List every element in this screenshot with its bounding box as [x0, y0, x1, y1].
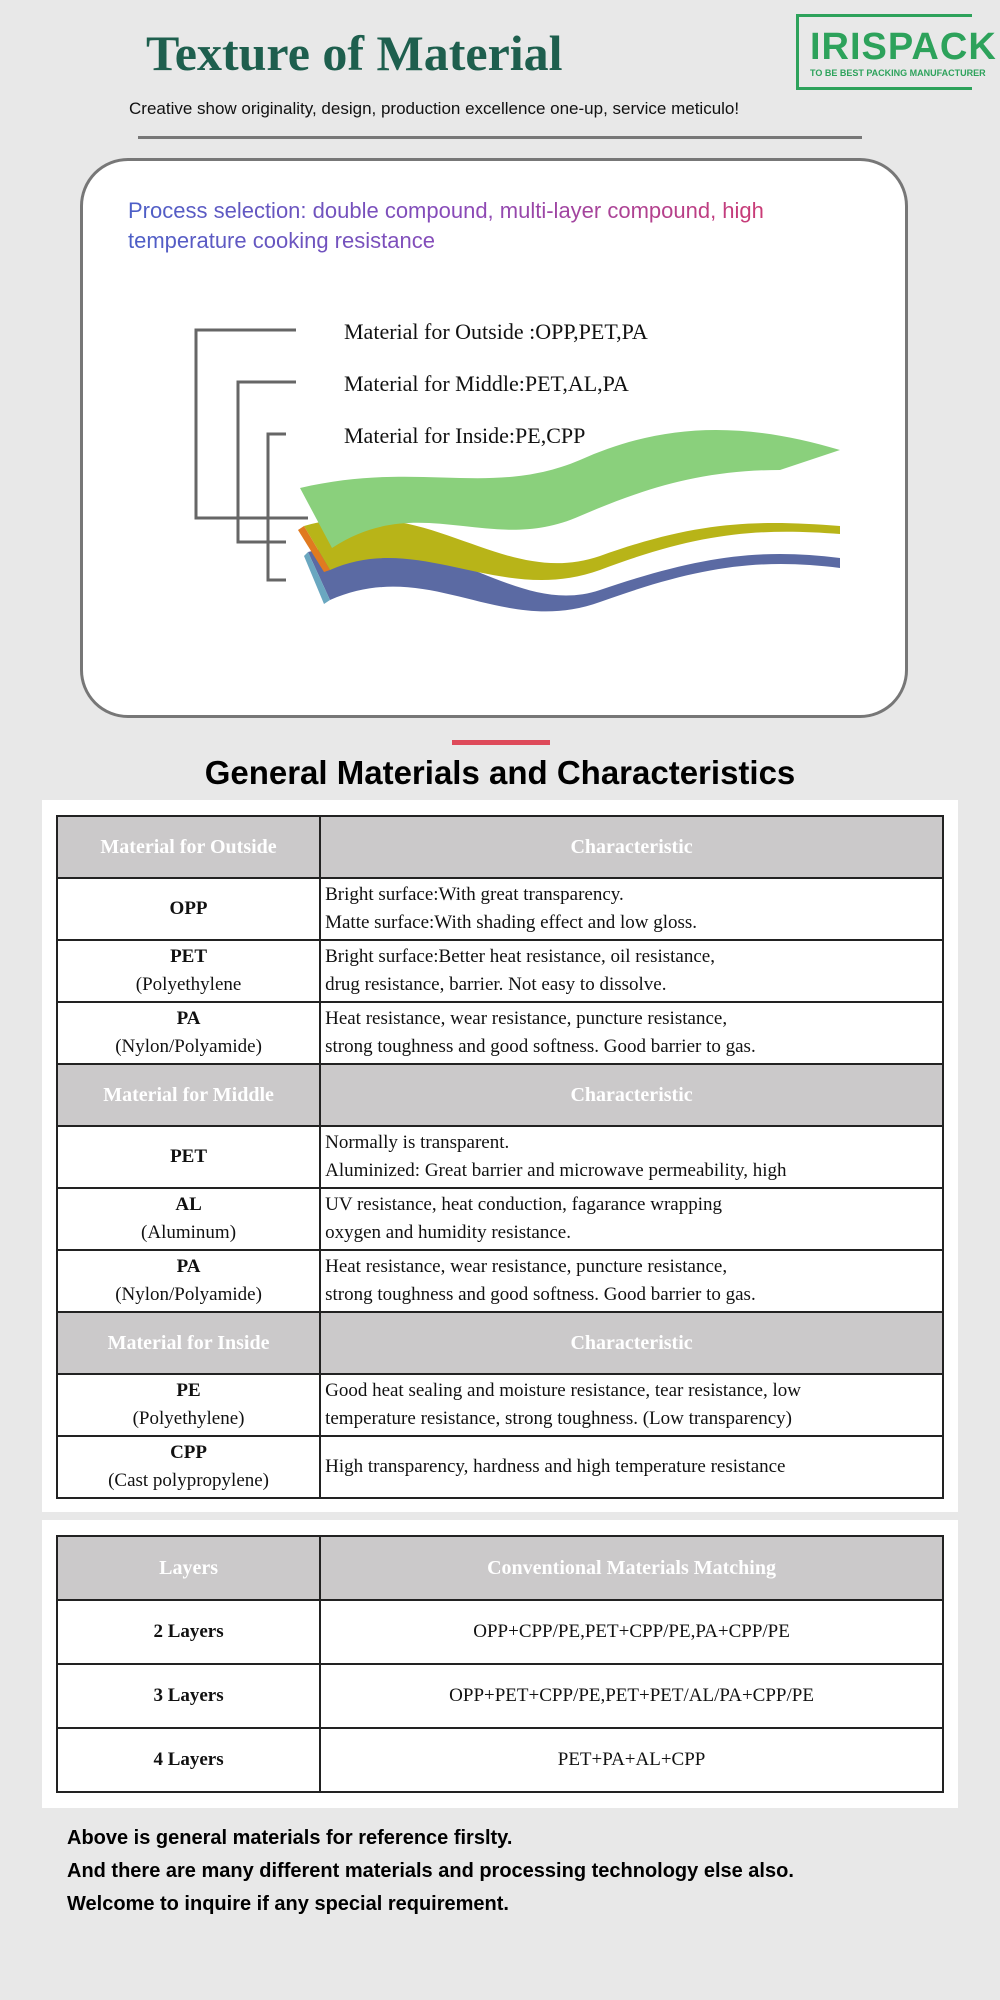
- material-fullname: (Nylon/Polyamide): [115, 1036, 262, 1057]
- material-name-cell: [57, 1250, 320, 1312]
- characteristic-line: temperature resistance, strong toughness. (Low transparency): [325, 1408, 793, 1429]
- layer-count: 3 Layers: [57, 1664, 320, 1728]
- characteristic-cell: [320, 1126, 943, 1188]
- characteristic-line: Normally is transparent.: [325, 1132, 510, 1153]
- middle-material-label: Material for Middle:PET,AL,PA: [344, 371, 629, 396]
- layer-count: 2 Layers: [57, 1600, 320, 1664]
- material-name-cell: [57, 1374, 320, 1436]
- table-row: [57, 1126, 943, 1188]
- tagline: Creative show originality, design, production excellence one-up, service meticulo!: [129, 99, 740, 118]
- material-name: PA: [176, 1256, 201, 1277]
- characteristic-line: UV resistance, heat conduction, fagarance wrapping: [325, 1194, 722, 1215]
- characteristic-header: Characteristic: [320, 1312, 943, 1374]
- material-name: PE: [176, 1380, 201, 1401]
- characteristic-header: Characteristic: [320, 1064, 943, 1126]
- process-selection-text: Process selection: double compound, multi-layer compound, high temperature cooking resistance: [128, 196, 868, 256]
- table-row: [57, 1436, 943, 1498]
- material-fullname: (Nylon/Polyamide): [115, 1284, 262, 1305]
- material-matching: OPP+PET+CPP/PE,PET+PET/AL/PA+CPP/PE: [320, 1664, 943, 1728]
- characteristic-cell: [320, 1002, 943, 1064]
- characteristic-line: oxygen and humidity resistance.: [325, 1222, 571, 1243]
- material-name-cell: [57, 1002, 320, 1064]
- characteristic-line: Heat resistance, wear resistance, puncture resistance,: [325, 1256, 728, 1277]
- characteristic-line: strong toughness and good softness. Good barrier to gas.: [325, 1036, 756, 1057]
- table-row: [57, 1600, 943, 1664]
- material-name: PET: [170, 946, 208, 967]
- section-title: General Materials and Characteristics: [204, 754, 796, 791]
- footer-line: And there are many different materials and processing technology else also.: [67, 1860, 794, 1882]
- section-accent-bar: [452, 740, 550, 745]
- layers-header-row: [57, 1536, 943, 1600]
- characteristic-header: Characteristic: [320, 816, 943, 878]
- logo-wordmark: IRISPACK: [810, 26, 997, 68]
- material-name-cell: [57, 878, 320, 940]
- characteristic-cell: [320, 878, 943, 940]
- table-row: [57, 1250, 943, 1312]
- layer-brackets: [196, 330, 308, 580]
- material-name: PET: [170, 1146, 208, 1167]
- material-name: PA: [176, 1008, 201, 1029]
- material-fullname: (Aluminum): [141, 1222, 237, 1243]
- layers-table: [56, 1535, 944, 1793]
- outside-material-header: Material for Outside: [57, 816, 320, 878]
- material-name: OPP: [169, 898, 208, 919]
- characteristic-line: drug resistance, barrier. Not easy to dissolve.: [325, 974, 667, 995]
- inside-material-label: Material for Inside:PE,CPP: [344, 423, 586, 448]
- middle-header-row: [57, 1064, 943, 1126]
- table-row: [57, 878, 943, 940]
- layers-header: Layers: [57, 1536, 320, 1600]
- characteristic-line: Matte surface:With shading effect and low gloss.: [325, 912, 698, 933]
- characteristic-line: Aluminized: Great barrier and microwave permeability, high: [325, 1160, 787, 1181]
- matching-header: Conventional Materials Matching: [320, 1536, 943, 1600]
- material-name-cell: [57, 1126, 320, 1188]
- material-name-cell: [57, 1436, 320, 1498]
- table-row: [57, 940, 943, 1002]
- characteristic-cell: [320, 1250, 943, 1312]
- characteristic-cell: [320, 940, 943, 1002]
- layer-count: 4 Layers: [57, 1728, 320, 1792]
- footer-line: Welcome to inquire if any special requirement.: [67, 1893, 509, 1915]
- material-name: CPP: [170, 1442, 208, 1463]
- material-name: AL: [175, 1194, 202, 1215]
- characteristic-cell: [320, 1436, 943, 1498]
- characteristic-line: Bright surface:Better heat resistance, oil resistance,: [325, 946, 715, 967]
- table-row: [57, 1728, 943, 1792]
- brand-logo: [796, 14, 996, 92]
- characteristic-cell: [320, 1374, 943, 1436]
- material-matching: PET+PA+AL+CPP: [320, 1728, 943, 1792]
- material-fullname: (Cast polypropylene): [108, 1470, 270, 1491]
- material-fullname: (Polyethylene): [132, 1408, 245, 1429]
- characteristic-line: Good heat sealing and moisture resistance, tear resistance, low: [325, 1380, 801, 1401]
- characteristic-line: Heat resistance, wear resistance, puncture resistance,: [325, 1008, 728, 1029]
- material-name-cell: [57, 1188, 320, 1250]
- middle-material-header: Material for Middle: [57, 1064, 320, 1126]
- inside-material-header: Material for Inside: [57, 1312, 320, 1374]
- table-row: [57, 1002, 943, 1064]
- logo-slogan: TO BE BEST PACKING MANUFACTURER: [810, 68, 986, 78]
- page-title: Texture of Material: [146, 25, 563, 81]
- characteristic-line: Bright surface:With great transparency.: [325, 884, 624, 905]
- characteristic-line: strong toughness and good softness. Good barrier to gas.: [325, 1284, 756, 1305]
- material-fullname: (Polyethylene: [135, 974, 242, 995]
- outside-material-label: Material for Outside :OPP,PET,PA: [344, 319, 648, 344]
- materials-table: [56, 815, 944, 1499]
- outside-header-row: [57, 816, 943, 878]
- characteristic-cell: [320, 1188, 943, 1250]
- footer-line: Above is general materials for reference firslty.: [67, 1827, 513, 1849]
- inside-header-row: [57, 1312, 943, 1374]
- table-row: [57, 1664, 943, 1728]
- table-row: [57, 1188, 943, 1250]
- header-divider: [138, 136, 862, 139]
- material-name-cell: [57, 940, 320, 1002]
- table-row: [57, 1374, 943, 1436]
- characteristic-line: High transparency, hardness and high temperature resistance: [325, 1456, 786, 1477]
- material-matching: OPP+CPP/PE,PET+CPP/PE,PA+CPP/PE: [320, 1600, 943, 1664]
